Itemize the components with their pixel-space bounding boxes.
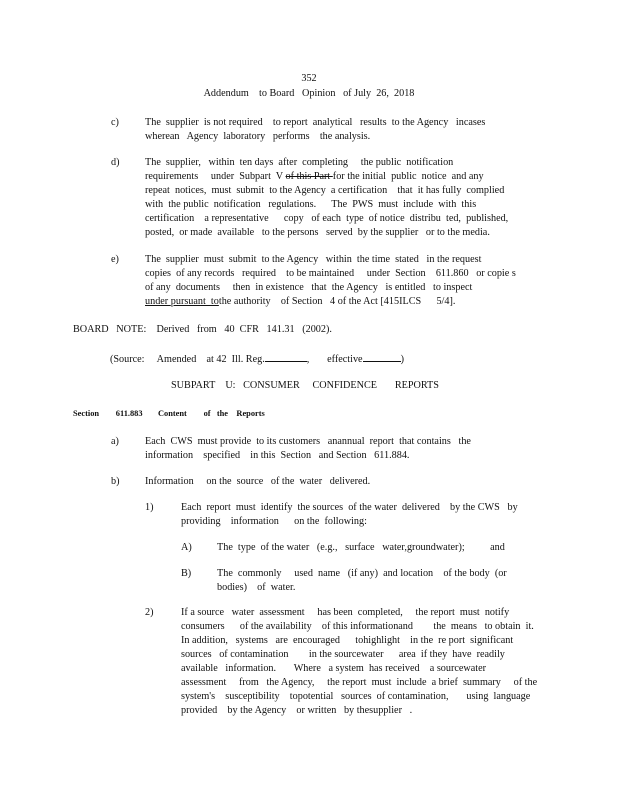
item-d-line-4: with the public notification regulations. The PWS must include with this: [145, 199, 477, 210]
item-b2-line-3: In addition, systems are encouraged tohighlight in the re port significant: [181, 635, 514, 646]
item-b2-line-5: available information. Where a system has received a sourcewater: [181, 663, 487, 674]
item-d-line-5: certification a representative copy of each type of notice distribu ted, published,: [145, 213, 509, 224]
item-a-line-1: Each CWS must provide to its customers anannual report that contains the: [145, 436, 471, 447]
item-b1-label: 1): [145, 502, 154, 513]
item-e-struck-text: pursuant to: [170, 296, 219, 307]
item-b2-line-8: provided by the Agency or written by thesupplier .: [181, 705, 413, 716]
item-d-line-1: The supplier, within ten days after completing the public notification: [145, 157, 454, 168]
item-e-line-4-b: the authority of Section 4 of the Act [415ILCS 5/4].: [218, 296, 456, 307]
source-blank-reg: [265, 351, 307, 362]
section-title: Content of the Reports: [158, 409, 265, 418]
section-number: Section 611.883: [73, 409, 143, 418]
item-b2-label: 2): [145, 607, 154, 618]
item-b1-line-2: providing information on the following:: [181, 516, 367, 527]
item-d-line-3: repeat notices, must submit to the Agency a certification that it has fully complied: [145, 185, 505, 196]
item-e-label: e): [111, 254, 119, 265]
item-b2-line-2: consumers of the availability of this informationand the means to obtain it.: [181, 621, 534, 632]
source-line: [110, 351, 404, 367]
source-blank-effective: [363, 351, 401, 362]
item-e-line-3: of any documents then in existence that the Agency is entitled to inspect: [145, 282, 473, 293]
item-a-label: a): [111, 436, 119, 447]
item-a-line-2: information specified in this Section and Section 611.884.: [145, 450, 410, 461]
item-d-line-2: [145, 170, 484, 184]
item-A-text: The type of the water (e.g., surface water,groundwater); and: [217, 542, 505, 553]
page-number: 352: [301, 73, 317, 84]
source-part-3: ): [400, 354, 404, 365]
board-note: BOARD NOTE: Derived from 40 CFR 141.31 (2002).: [73, 324, 332, 335]
item-d-label: d): [111, 157, 120, 168]
item-B-line-2: bodies) of water.: [217, 582, 296, 593]
item-d-line-6: posted, or made available to the persons served by the supplier or to the media.: [145, 227, 490, 238]
item-b2-line-4: sources of contamination in the sourcewater area if they have readily: [181, 649, 505, 660]
item-d-line-2-b: for the initial public notice and any: [332, 171, 484, 182]
source-part-2: , effective: [306, 354, 363, 365]
item-d-struck-text: of this Part: [285, 171, 333, 182]
item-b2-line-6: assessment from the Agency, the report must include a brief summary of the: [181, 677, 538, 688]
item-c-line-2: wherean Agency laboratory performs the analysis.: [145, 131, 371, 142]
subpart-title: SUBPART U: CONSUMER CONFIDENCE REPORTS: [171, 380, 439, 391]
item-e-line-2: copies of any records required to be maintained under Section 611.860 or copie s: [145, 268, 516, 279]
item-b-label: b): [111, 476, 120, 487]
item-B-label: B): [181, 568, 192, 579]
item-b1-line-1: Each report must identify the sources of the water delivered by the CWS by: [181, 502, 518, 513]
source-part-1: (Source: Amended at 42 Ill. Reg.: [110, 354, 265, 365]
item-A-label: A): [181, 542, 192, 553]
item-e-line-1: The supplier must submit to the Agency within the time stated in the request: [145, 254, 482, 265]
item-d-line-2-a: requirements under Subpart V: [145, 171, 286, 182]
item-b2-line-1: If a source water assessment has been completed, the report must notify: [181, 607, 510, 618]
page-subtitle: Addendum to Board Opinion of July 26, 2018: [203, 88, 415, 99]
item-c-label: c): [111, 117, 119, 128]
item-b-text: Information on the source of the water delivered.: [145, 476, 371, 487]
item-e-underlined-text: under: [145, 296, 171, 307]
item-e-line-4: [145, 295, 455, 309]
item-b2-line-7: system's susceptibility topotential sources of contamination, using language: [181, 691, 531, 702]
item-B-line-1: The commonly used name (if any) and location of the body (or: [217, 568, 507, 579]
item-c-line-1: The supplier is not required to report analytical results to the Agency incases: [145, 117, 486, 128]
